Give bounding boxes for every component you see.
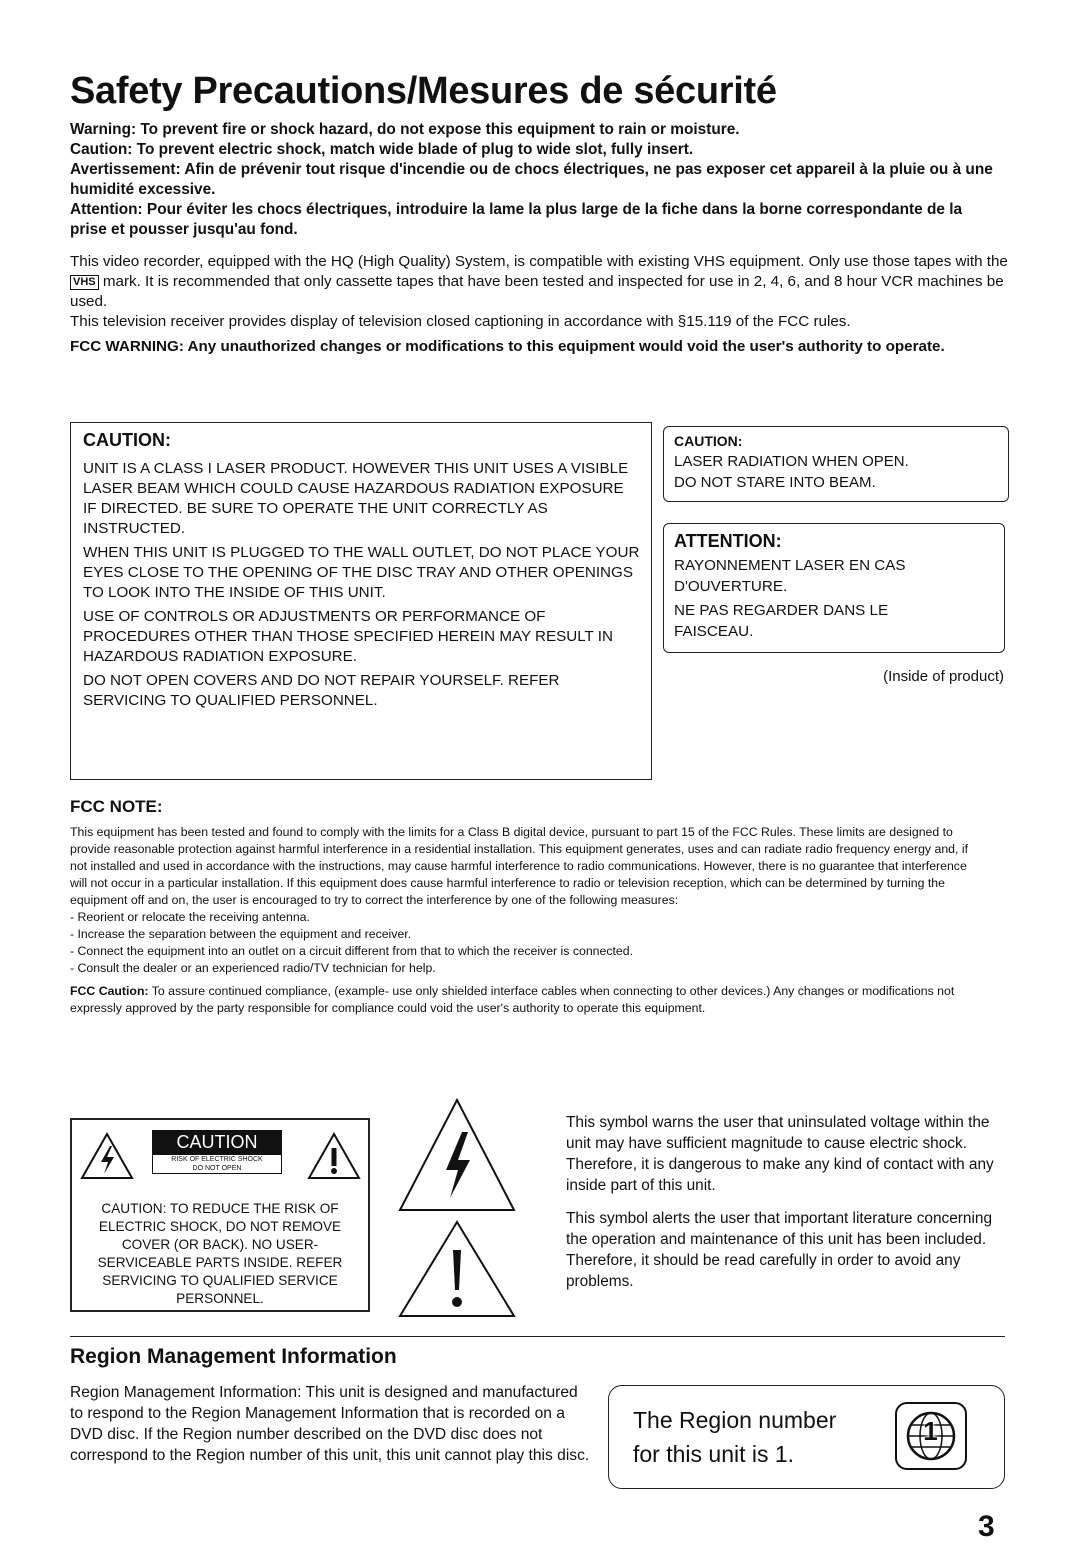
risk-of-shock-label: [152, 1154, 282, 1174]
caution-banner: CAUTION: [152, 1130, 282, 1154]
page-number: 3: [978, 1510, 995, 1543]
fcc-note-block: [70, 824, 1010, 1017]
fcc-measure: - Increase the separation between the equipment and receiver.: [70, 927, 412, 941]
region-body-block: [70, 1382, 595, 1466]
region-body: Region Management Information: This unit is designed and manufactured to respond to the Region Management Information that is recorded on a DVD disc. If the Region number described on the DVD disc does not correspond to the Region number of this unit, this unit cannot play this disc.: [70, 1384, 590, 1464]
fcc-warning: FCC WARNING: Any unauthorized changes or modifications to this equipment would void the user's authority to operate.: [70, 338, 945, 355]
intro-block: [70, 252, 1010, 357]
laser-caution-title: CAUTION:: [83, 430, 171, 450]
vhs-paragraph: [70, 252, 1010, 312]
vhs-text-before: This video recorder, equipped with the HQ (High Quality) System, is compatible with existing VHS equipment. Only use those tapes with the: [70, 253, 1008, 270]
page-title: Safety Precautions/Mesures de sécurité: [70, 70, 777, 112]
fcc-note-title: FCC NOTE:: [70, 797, 163, 816]
region-heading: Region Management Information: [70, 1345, 397, 1368]
risk-line: DO NOT OPEN: [192, 1165, 242, 1172]
vhs-text-after: mark. It is recommended that only cassette tapes that have been tested and inspected for use in 2, 4, 6, and 8 hour VCR machines be used.: [70, 273, 1004, 310]
exclamation-symbol-icon: [398, 1220, 516, 1318]
laser-caution-paragraph: DO NOT OPEN COVERS AND DO NOT REPAIR YOURSELF. REFER SERVICING TO QUALIFIED PERSONNEL.: [83, 672, 560, 709]
caution-label-box: [70, 1118, 370, 1312]
laser-caution-paragraph: UNIT IS A CLASS I LASER PRODUCT. HOWEVER THIS UNIT USES A VISIBLE LASER BEAM WHICH COULD CAUSE HAZARDOUS RADIATION EXPOSURE IF DIRECTED. BE SURE TO OPERATE THE UNIT CORRECTLY AS INSTRUCTED.: [83, 460, 629, 537]
warnings-block: [70, 120, 1010, 240]
fcc-caution-text: To assure continued compliance, (example- use only shielded interface cables when connecting to other devices.) Any changes or modifications not expressly approved by the party responsible for compliance could void the user's authority to operate this equipment.: [70, 984, 955, 1015]
inside-product-note: (Inside of product): [883, 668, 1004, 685]
attention-line: RAYONNEMENT LASER EN CAS D'OUVERTURE.: [674, 557, 906, 595]
exclamation-symbol-text: This symbol alerts the user that important literature concerning the operation and maintenance of this unit has been included. Therefore, it should be read carefully in order to avoid any problems.: [566, 1210, 993, 1290]
lightning-triangle-icon: [80, 1132, 134, 1180]
captioning-paragraph: This television receiver provides display of television closed captioning in accordance with §15.119 of the FCC rules.: [70, 313, 851, 330]
attention-line: NE PAS REGARDER DANS LE FAISCEAU.: [674, 602, 889, 640]
small-caution-line: LASER RADIATION WHEN OPEN.: [674, 453, 909, 470]
fcc-measure: - Connect the equipment into an outlet on a circuit different from that to which the receiver is connected.: [70, 944, 634, 958]
small-caution-line: DO NOT STARE INTO BEAM.: [674, 474, 876, 491]
fcc-note-body: This equipment has been tested and found to comply with the limits for a Class B digital device, pursuant to part 15 of the FCC Rules. These limits are designed to provide reasonable protection against harmful interference in a residential installation. This equipment generates, uses and can radiate radio frequency energy and, if not installed and used in accordance with the instructions, may cause harmful interference to radio communications. However, there is no guarantee that interference will not occur in a particular installation. If this equipment does cause harmful interference to radio or television reception, which can be determined by turning the equipment off and on, the user is encouraged to try to correct the interference by one of the following measures:: [70, 825, 968, 907]
risk-line: RISK OF ELECTRIC SHOCK: [171, 1156, 263, 1163]
fcc-measure: - Consult the dealer or an experienced radio/TV technician for help.: [70, 961, 436, 975]
caution-label-text: CAUTION: TO REDUCE THE RISK OF ELECTRIC SHOCK, DO NOT REMOVE COVER (OR BACK). NO USER-SERVICEABLE PARTS INSIDE. REFER SERVICING TO QUALIFIED SERVICE PERSONNEL.: [97, 1201, 343, 1306]
small-caution-box: [663, 426, 1009, 502]
region-number-box: [608, 1385, 1005, 1489]
attention-title: ATTENTION:: [674, 531, 782, 551]
divider: [70, 1336, 1005, 1337]
region-badge-number: 1: [923, 1416, 938, 1446]
symbols-block: [566, 1112, 1011, 1292]
avertissement-fr: Avertissement: Afin de prévenir tout risque d'incendie ou de chocs électriques, ne pas exposer cet appareil à la pluie ou à une humidité excessive.: [70, 161, 993, 198]
laser-caution-paragraph: WHEN THIS UNIT IS PLUGGED TO THE WALL OUTLET, DO NOT PLACE YOUR EYES CLOSE TO THE OPENING OF THE DISC TRAY AND OTHER OPENINGS TO LOOK INTO THE INSIDE OF THIS UNIT.: [83, 544, 640, 601]
attention-fr: Attention: Pour éviter les chocs électriques, introduire la lame la plus large de la fiche dans la borne correspondante de la prise et pousser jusqu'au fond.: [70, 201, 963, 238]
caution-en: Caution: To prevent electric shock, match wide blade of plug to wide slot, fully insert.: [70, 141, 694, 158]
laser-caution-box: [70, 422, 652, 780]
small-caution-title: CAUTION:: [674, 433, 743, 449]
region-box-line: The Region number: [633, 1407, 837, 1433]
lightning-symbol-icon: [398, 1098, 516, 1212]
vhs-logo: VHS: [70, 275, 99, 290]
region-badge: [895, 1402, 967, 1470]
exclamation-triangle-icon: [307, 1132, 361, 1180]
fcc-caution: [70, 983, 970, 1017]
attention-box: [663, 523, 1005, 653]
laser-caution-paragraph: USE OF CONTROLS OR ADJUSTMENTS OR PERFORMANCE OF PROCEDURES OTHER THAN THOSE SPECIFIED HEREIN MAY RESULT IN HAZARDOUS RADIATION EXPOSURE.: [83, 608, 613, 665]
fcc-measure: - Reorient or relocate the receiving antenna.: [70, 910, 310, 924]
fcc-caution-label: FCC Caution:: [70, 984, 149, 998]
warning-en: Warning: To prevent fire or shock hazard, do not expose this equipment to rain or moisture.: [70, 121, 740, 138]
region-box-line: for this unit is 1.: [633, 1441, 795, 1467]
lightning-symbol-text: This symbol warns the user that uninsulated voltage within the unit may have sufficient magnitude to cause electric shock. Therefore, it is dangerous to make any kind of contact with any inside part of this unit.: [566, 1114, 994, 1194]
